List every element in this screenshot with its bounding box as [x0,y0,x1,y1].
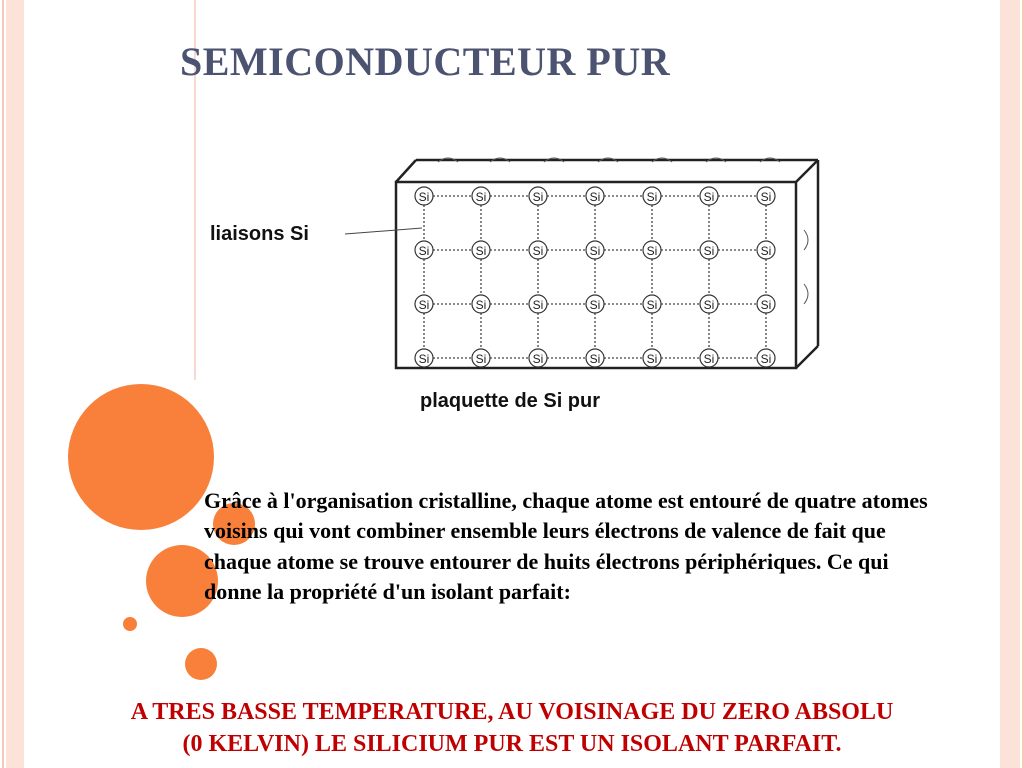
si-atom-label: Si [703,298,715,312]
si-atom [529,349,547,367]
si-atom-label: Si [418,352,430,366]
si-atom-label: Si [589,298,601,312]
si-atom-label: Si [589,190,601,204]
si-atom-label: Si [760,244,772,258]
si-atom [529,187,547,205]
si-atom [415,241,433,259]
si-atom-label: Si [532,244,544,258]
si-atom [529,295,547,313]
si-atom [643,187,661,205]
si-atom-label: Si [418,298,430,312]
conclusion-line-1: A TRES BASSE TEMPERATURE, AU VOISINAGE DU ZERO ABSOLU [130,699,894,725]
si-atom-label: Si [532,352,544,366]
si-atom-label: Si [646,352,658,366]
si-atom [586,349,604,367]
si-atom [472,295,490,313]
si-atom [643,349,661,367]
si-atom-label: Si [760,352,772,366]
si-atom-label: Si [646,298,658,312]
si-atom-label: Si [475,244,487,258]
si-atom [472,241,490,259]
si-atom-label: Si [532,298,544,312]
label-bonds: liaisons Si [210,223,309,245]
si-atom [643,295,661,313]
si-atom-label: Si [475,352,487,366]
conclusion-line-2: (0 KELVIN) LE SILICIUM PUR EST UN ISOLANT PARFAIT. [182,731,842,757]
si-atom [415,187,433,205]
page-title: SEMICONDUCTEUR PUR [180,39,671,84]
si-atom-label: Si [418,244,430,258]
si-atom-label: Si [760,298,772,312]
bullet-dot [123,617,137,631]
silicon-lattice-diagram [200,150,840,430]
si-atom-label: Si [646,190,658,204]
si-atom [757,349,775,367]
si-atom [415,295,433,313]
si-atom [757,241,775,259]
left-stripe-thin [2,0,4,768]
si-atom [700,349,718,367]
si-atom [586,241,604,259]
si-atom [586,295,604,313]
si-atom-label: Si [589,352,601,366]
si-atom-label: Si [703,190,715,204]
si-atom [415,349,433,367]
large-orange-circle [68,384,214,530]
si-atom-label: Si [703,352,715,366]
si-atom-label: Si [475,298,487,312]
si-atom-label: Si [589,244,601,258]
si-atom-label: Si [532,190,544,204]
si-atom [472,187,490,205]
si-atom [472,349,490,367]
si-atom-label: Si [760,190,772,204]
wafer-outline [396,160,818,368]
si-atom [529,241,547,259]
si-atom [700,187,718,205]
right-stripe-wide [1000,0,1020,768]
label-wafer: plaquette de Si pur [420,390,601,412]
si-atom-label: Si [703,244,715,258]
si-atom [757,187,775,205]
si-atom-label: Si [646,244,658,258]
si-atom [586,187,604,205]
si-atom [700,241,718,259]
si-atom [700,295,718,313]
tiny-orange-circle [185,648,217,680]
conclusion-block [0,696,1024,760]
left-stripe-wide [6,0,24,768]
si-atom [757,295,775,313]
si-atom-label: Si [475,190,487,204]
body-paragraph: Grâce à l'organisation cristalline, chaque atome est entouré de quatre atomes voisins qui vont combiner ensemble leurs électrons de valence de fait que chaque atome se trouve entourer de huits électrons périphériques. Ce qui donne la propriété d'un isolant parfait: [204,488,928,605]
si-atom-label: Si [418,190,430,204]
si-atom [643,241,661,259]
